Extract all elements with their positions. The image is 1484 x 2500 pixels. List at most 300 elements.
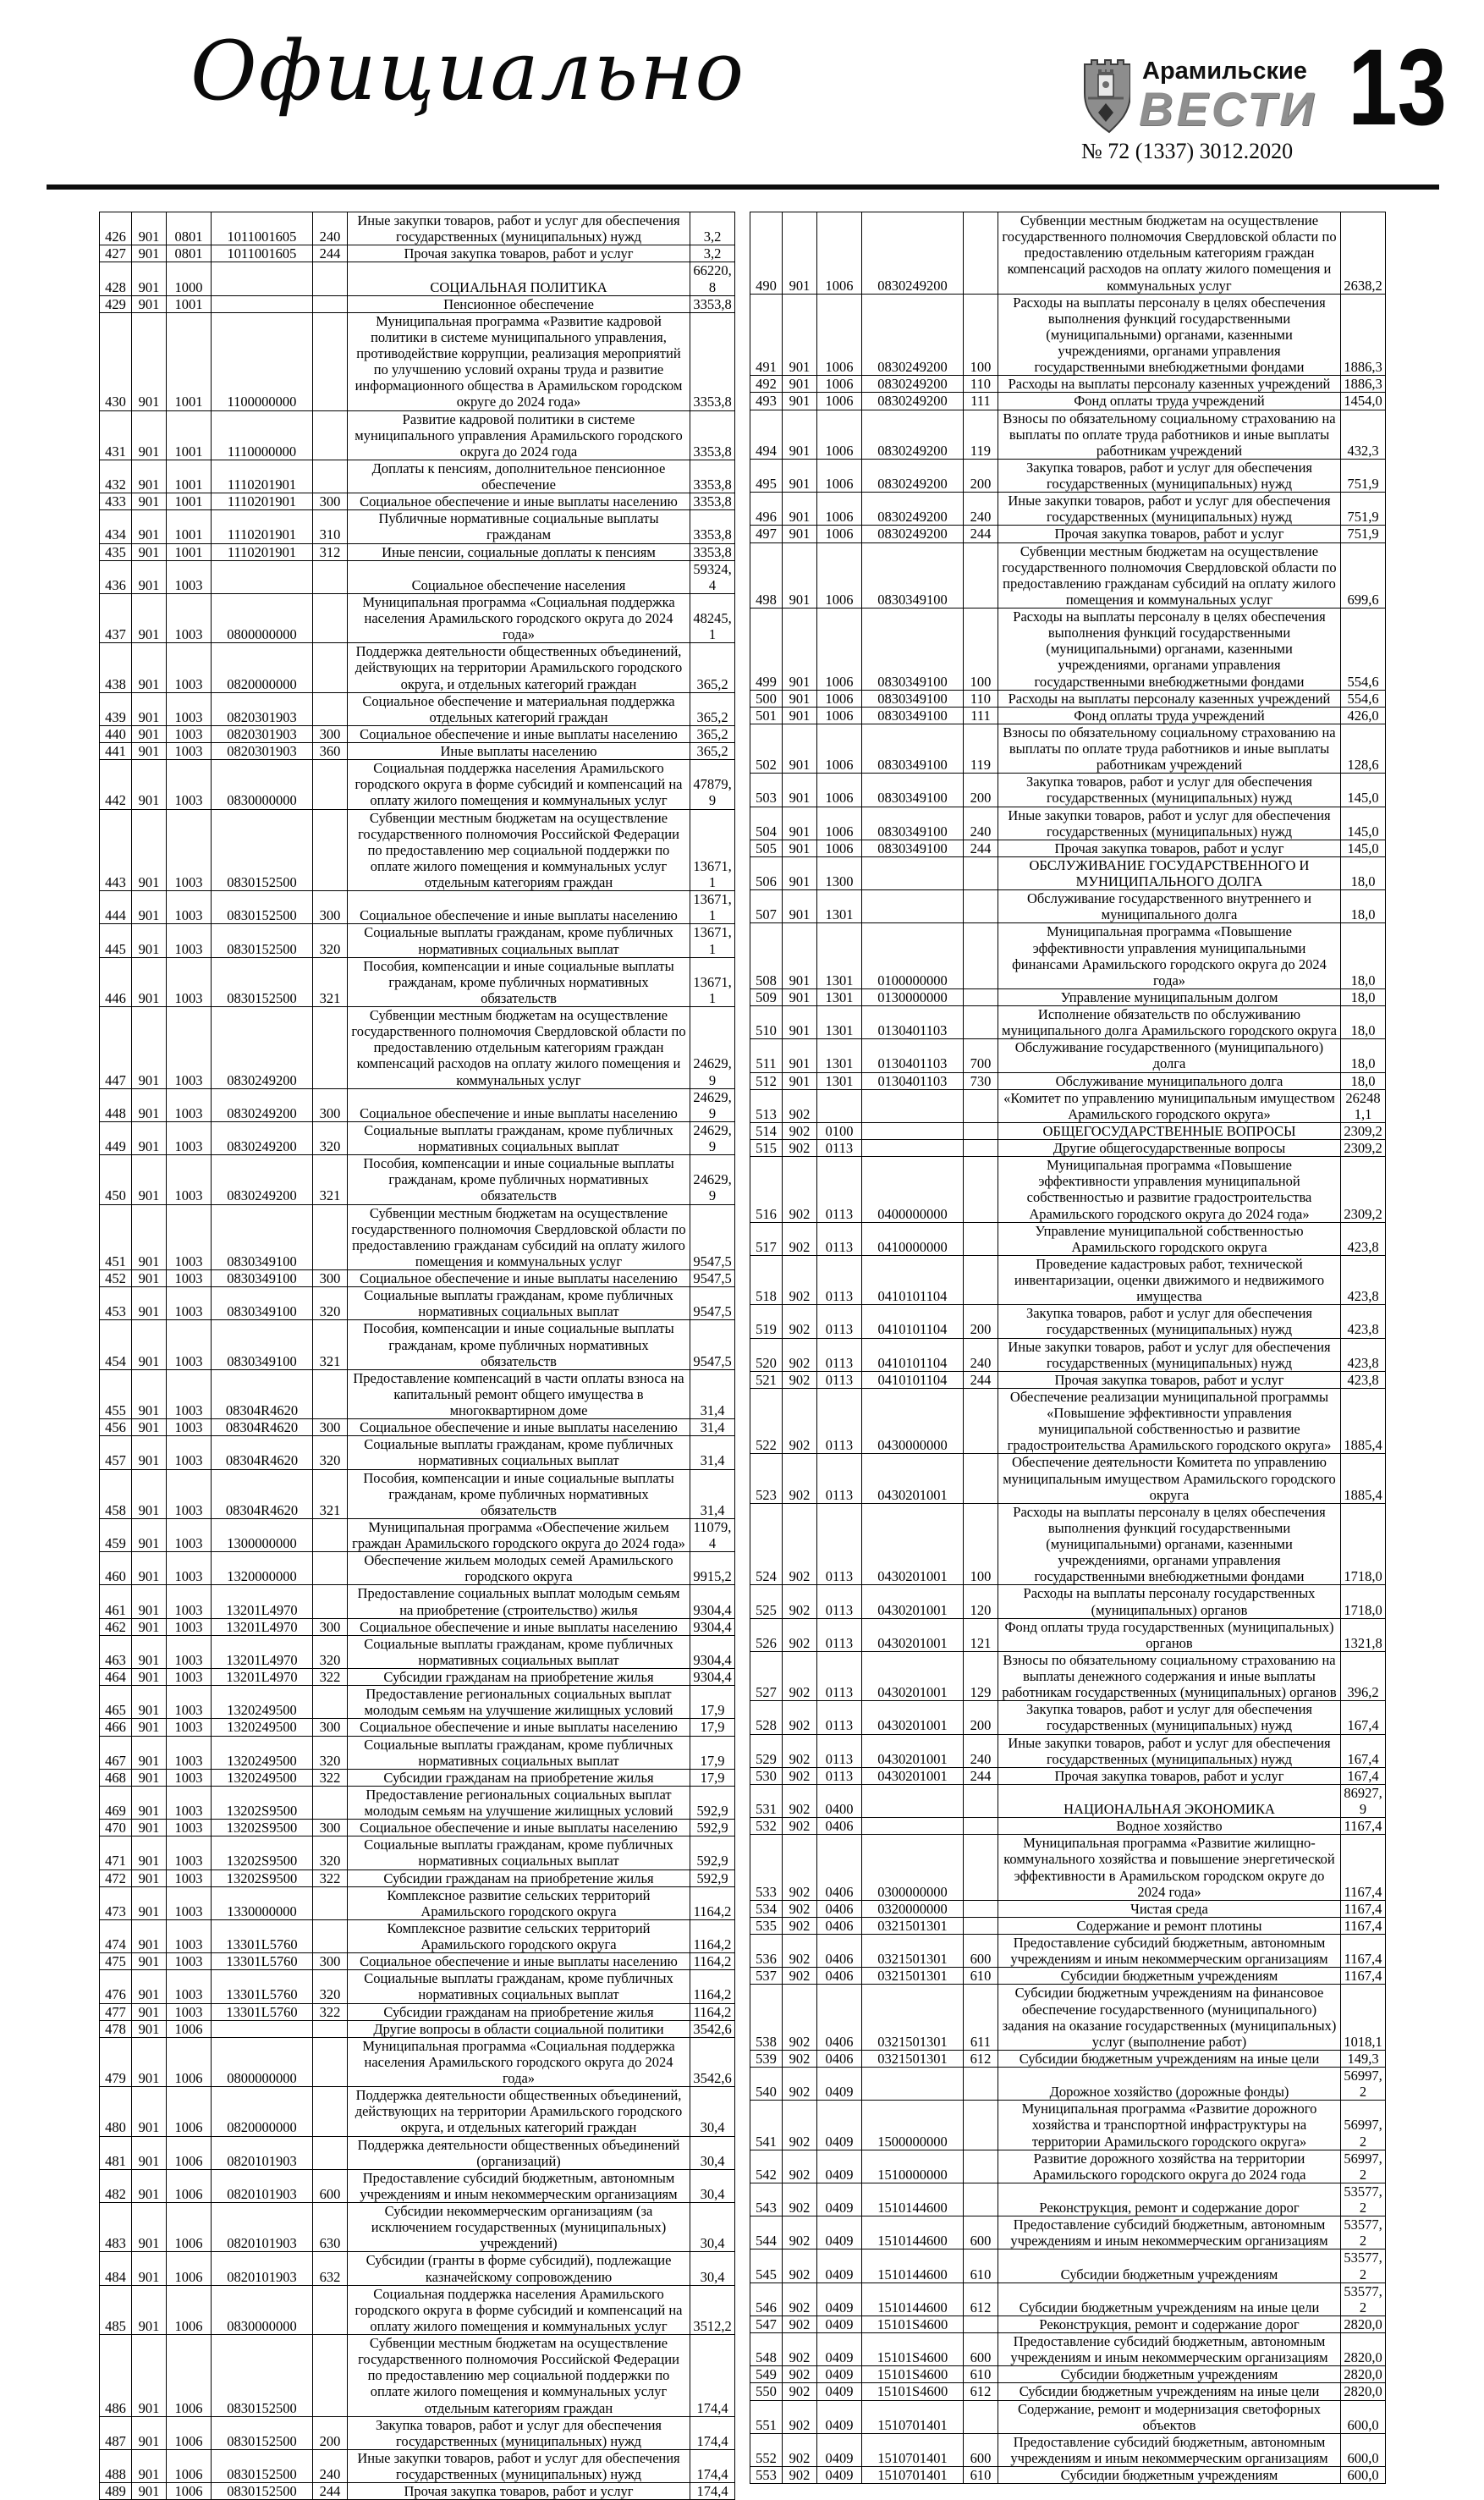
table-row xyxy=(750,923,1386,989)
row-number-cell: 507 xyxy=(750,890,783,923)
expense-type-code-cell: 244 xyxy=(313,2483,348,2500)
section-code-cell: 1006 xyxy=(167,2136,212,2169)
target-article-code-cell: 0820301903 xyxy=(212,725,313,742)
grbs-code-cell: 901 xyxy=(783,459,817,492)
table-row xyxy=(100,2252,735,2285)
target-article-code-cell: 0800000000 xyxy=(212,2037,313,2086)
grbs-code-cell: 902 xyxy=(783,2316,817,2332)
grbs-code-cell: 901 xyxy=(132,245,167,262)
section-code-cell: 1003 xyxy=(167,1869,212,1886)
expense-name-cell: Другие общегосударственные вопросы xyxy=(998,1140,1341,1157)
table-row xyxy=(750,410,1386,459)
grbs-code-cell: 901 xyxy=(132,1155,167,1204)
target-article-code-cell: 0820101903 xyxy=(212,2203,313,2252)
grbs-code-cell: 902 xyxy=(783,2150,817,2183)
row-number-cell: 446 xyxy=(100,957,132,1006)
expense-type-code-cell: 321 xyxy=(313,1320,348,1369)
row-number-cell: 540 xyxy=(750,2068,783,2101)
table-row xyxy=(100,1287,735,1320)
target-article-code-cell xyxy=(862,856,964,889)
expense-type-code-cell xyxy=(964,1454,998,1503)
expense-name-cell: Субсидии бюджетным учреждениям на финансовое обеспечение государственного (муниципального) задания на оказание государственных (муниципальных) услуг (выполнение работ) xyxy=(998,1985,1341,2051)
table-row xyxy=(750,2333,1386,2366)
grbs-code-cell: 901 xyxy=(132,1436,167,1469)
row-number-cell: 518 xyxy=(750,1255,783,1304)
amount-cell: 1886,3 xyxy=(1341,376,1386,393)
amount-cell: 18,0 xyxy=(1341,890,1386,923)
amount-cell: 59324,4 xyxy=(690,560,735,593)
grbs-code-cell: 902 xyxy=(783,1089,817,1122)
row-number-cell: 534 xyxy=(750,1900,783,1917)
row-number-cell: 536 xyxy=(750,1935,783,1968)
amount-cell: 1454,0 xyxy=(1341,393,1386,410)
expense-name-cell: Социальные выплаты гражданам, кроме публичных нормативных социальных выплат xyxy=(348,1970,690,2003)
section-code-cell: 1003 xyxy=(167,760,212,809)
target-article-code-cell: 0820101903 xyxy=(212,2252,313,2285)
expense-type-code-cell: 600 xyxy=(964,2333,998,2366)
section-code-cell: 0409 xyxy=(817,2282,862,2316)
table-row xyxy=(750,1072,1386,1089)
expense-name-cell: Субвенции местным бюджетам на осуществление государственного полномочия Свердловской области по предоставлению отдельным категориям граждан компенсаций расходов на оплату жилого помещения и коммунальных услуг xyxy=(998,212,1341,295)
expense-type-code-cell: 200 xyxy=(964,774,998,807)
expense-name-cell: Фонд оплаты труда учреждений xyxy=(998,393,1341,410)
expense-name-cell: Управление муниципальной собственностью Арамильского городского округа xyxy=(998,1222,1341,1255)
expense-type-code-cell: 121 xyxy=(964,1618,998,1651)
expense-name-cell: Развитие дорожного хозяйства на территории Арамильского городского округа до 2024 года xyxy=(998,2150,1341,2183)
expense-type-code-cell xyxy=(964,1222,998,1255)
newspaper-name-main: ВЕСТИ xyxy=(1139,82,1317,135)
amount-cell: 48245,1 xyxy=(690,593,735,642)
grbs-code-cell: 901 xyxy=(132,1552,167,1585)
row-number-cell: 545 xyxy=(750,2249,783,2282)
row-number-cell: 526 xyxy=(750,1618,783,1651)
grbs-code-cell: 901 xyxy=(783,393,817,410)
table-row xyxy=(750,2216,1386,2249)
row-number-cell: 544 xyxy=(750,2216,783,2249)
expense-type-code-cell: 300 xyxy=(313,1820,348,1836)
amount-cell: 1167,4 xyxy=(1341,1900,1386,1917)
section-code-cell: 0406 xyxy=(817,1917,862,1934)
expense-name-cell: Расходы на выплаты персоналу казенных учреждений xyxy=(998,690,1341,707)
grbs-code-cell: 901 xyxy=(132,1007,167,1089)
expense-type-code-cell: 611 xyxy=(964,1985,998,2051)
section-code-cell: 1006 xyxy=(167,2416,212,2449)
grbs-code-cell: 901 xyxy=(132,743,167,760)
target-article-code-cell: 0830152500 xyxy=(212,891,313,924)
target-article-code-cell: 15101S4600 xyxy=(862,2333,964,2366)
target-article-code-cell: 1510701401 xyxy=(862,2433,964,2466)
target-article-code-cell xyxy=(862,1122,964,1139)
section-code-cell: 1301 xyxy=(817,1039,862,1072)
table-row xyxy=(750,1985,1386,2051)
table-row xyxy=(750,1701,1386,1734)
expense-name-cell: Муниципальная программа «Развитие кадровой политики в системе муниципального управления, противодействие коррупции, реализация мероприятий по улучшению условий охраны труда и развитие информационного общества в Арамильском городском округе до 2024 года» xyxy=(348,312,690,410)
row-number-cell: 503 xyxy=(750,774,783,807)
section-code-cell: 0113 xyxy=(817,1585,862,1618)
table-row xyxy=(100,924,735,957)
section-code-cell: 1003 xyxy=(167,1953,212,1970)
expense-name-cell: Взносы по обязательному социальному страхованию на выплаты денежного содержания и иные выплаты работникам государственных (муниципальных) органов xyxy=(998,1651,1341,1700)
amount-cell: 3512,2 xyxy=(690,2285,735,2334)
row-number-cell: 484 xyxy=(100,2252,132,2285)
grbs-code-cell: 901 xyxy=(132,760,167,809)
target-article-code-cell: 0830249200 xyxy=(862,212,964,295)
amount-cell: 365,2 xyxy=(690,743,735,760)
expense-name-cell: Реконструкция, ремонт и содержание дорог xyxy=(998,2183,1341,2216)
amount-cell: 174,4 xyxy=(690,2483,735,2500)
expense-type-code-cell xyxy=(313,2335,348,2417)
grbs-code-cell: 902 xyxy=(783,1917,817,1934)
target-article-code-cell: 0130401103 xyxy=(862,1039,964,1072)
table-row xyxy=(100,1618,735,1635)
table-row xyxy=(100,245,735,262)
amount-cell: 751,9 xyxy=(1341,493,1386,526)
table-row xyxy=(750,1388,1386,1454)
row-number-cell: 465 xyxy=(100,1686,132,1719)
target-article-code-cell: 0830349100 xyxy=(212,1287,313,1320)
grbs-code-cell: 901 xyxy=(132,493,167,510)
amount-cell: 18,0 xyxy=(1341,856,1386,889)
amount-cell: 554,6 xyxy=(1341,608,1386,691)
section-code-cell: 1006 xyxy=(817,212,862,295)
expense-name-cell: Муниципальная программа «Повышение эффективности управления муниципальной собственностью и развитие градостроительства Арамильского городского округа до 2024 года» xyxy=(998,1157,1341,1223)
target-article-code-cell: 0321501301 xyxy=(862,2050,964,2067)
expense-type-code-cell: 320 xyxy=(313,1121,348,1154)
target-article-code-cell: 0830349100 xyxy=(212,1270,313,1287)
expense-type-code-cell xyxy=(964,1835,998,1901)
table-row xyxy=(100,1436,735,1469)
grbs-code-cell: 902 xyxy=(783,2282,817,2316)
amount-cell: 18,0 xyxy=(1341,1072,1386,1089)
section-code-cell: 1006 xyxy=(167,2020,212,2037)
row-number-cell: 519 xyxy=(750,1305,783,1338)
expense-name-cell: Социальная поддержка населения Арамильского городского округа в форме субсидий и компенсаций на оплату жилого помещения и коммунальных услуг xyxy=(348,2285,690,2334)
amount-cell: 17,9 xyxy=(690,1719,735,1736)
grbs-code-cell: 901 xyxy=(132,725,167,742)
expense-type-code-cell xyxy=(313,410,348,460)
target-article-code-cell: 0830152500 xyxy=(212,2449,313,2482)
expense-type-code-cell xyxy=(964,1006,998,1039)
section-code-cell: 1003 xyxy=(167,1155,212,1204)
target-article-code-cell: 1110201901 xyxy=(212,543,313,560)
table-row xyxy=(750,807,1386,840)
expense-name-cell: Поддержка деятельности общественных объединений, действующих на территории Арамильского городского округа, и отдельных категорий граждан xyxy=(348,2087,690,2136)
section-code-cell: 1003 xyxy=(167,1635,212,1668)
section-code-cell: 1001 xyxy=(167,510,212,543)
expense-type-code-cell xyxy=(313,593,348,642)
grbs-code-cell: 901 xyxy=(132,312,167,410)
grbs-code-cell: 901 xyxy=(783,807,817,840)
grbs-code-cell: 901 xyxy=(132,1320,167,1369)
expense-name-cell: Дорожное хозяйство (дорожные фонды) xyxy=(998,2068,1341,2101)
amount-cell: 31,4 xyxy=(690,1369,735,1418)
grbs-code-cell: 901 xyxy=(132,1618,167,1635)
section-code-cell: 1301 xyxy=(817,890,862,923)
amount-cell: 600,0 xyxy=(1341,2433,1386,2466)
row-number-cell: 441 xyxy=(100,743,132,760)
row-number-cell: 497 xyxy=(750,526,783,542)
expense-name-cell: Прочая закупка товаров, работ и услуг xyxy=(998,1371,1341,1388)
table-row xyxy=(100,1953,735,1970)
grbs-code-cell: 901 xyxy=(132,1088,167,1121)
expense-type-code-cell xyxy=(313,1786,348,1819)
table-row xyxy=(100,1786,735,1819)
amount-cell: 66220,8 xyxy=(690,262,735,295)
amount-cell: 3,2 xyxy=(690,212,735,245)
section-code-cell: 0113 xyxy=(817,1701,862,1734)
expense-type-code-cell: 600 xyxy=(964,1935,998,1968)
amount-cell: 1167,4 xyxy=(1341,1935,1386,1968)
expense-type-code-cell xyxy=(313,460,348,493)
grbs-code-cell: 901 xyxy=(132,1287,167,1320)
target-article-code-cell: 1510144600 xyxy=(862,2282,964,2316)
section-code-cell: 1003 xyxy=(167,957,212,1006)
table-row xyxy=(750,1006,1386,1039)
expense-name-cell: Закупка товаров, работ и услуг для обеспечения государственных (муниципальных) нужд xyxy=(998,1701,1341,1734)
target-article-code-cell: 0430201001 xyxy=(862,1618,964,1651)
section-code-cell: 0113 xyxy=(817,1618,862,1651)
amount-cell: 751,9 xyxy=(1341,526,1386,542)
expense-type-code-cell: 300 xyxy=(313,891,348,924)
expense-type-code-cell: 200 xyxy=(964,1701,998,1734)
expense-name-cell: Муниципальная программа «Развитие дорожного хозяйства и транспортной инфраструктуры на территории Арамильского городского округа» xyxy=(998,2101,1341,2150)
row-number-cell: 477 xyxy=(100,2003,132,2020)
expense-name-cell: Проведение кадастровых работ, технической инвентаризации, оценки движимого и недвижимого имущества xyxy=(998,1255,1341,1304)
row-number-cell: 496 xyxy=(750,493,783,526)
section-code-cell: 1006 xyxy=(817,690,862,707)
table-row xyxy=(100,2020,735,2037)
row-number-cell: 428 xyxy=(100,262,132,295)
grbs-code-cell: 902 xyxy=(783,1454,817,1503)
grbs-code-cell: 901 xyxy=(132,460,167,493)
target-article-code-cell: 0130401103 xyxy=(862,1006,964,1039)
amount-cell: 3353,8 xyxy=(690,410,735,460)
expense-type-code-cell xyxy=(313,2087,348,2136)
table-row xyxy=(750,2467,1386,2484)
expense-type-code-cell xyxy=(313,1585,348,1618)
expense-name-cell: Субсидии (гранты в форме субсидий), подлежащие казначейскому сопровождению xyxy=(348,2252,690,2285)
row-number-cell: 537 xyxy=(750,1968,783,1985)
row-number-cell: 508 xyxy=(750,923,783,989)
grbs-code-cell: 901 xyxy=(132,2449,167,2482)
row-number-cell: 501 xyxy=(750,707,783,724)
masthead xyxy=(0,0,1484,195)
amount-cell: 365,2 xyxy=(690,692,735,725)
expense-type-code-cell xyxy=(964,1157,998,1223)
amount-cell: 365,2 xyxy=(690,725,735,742)
expense-name-cell: Прочая закупка товаров, работ и услуг xyxy=(998,1767,1341,1784)
target-article-code-cell: 0830152500 xyxy=(212,957,313,1006)
target-article-code-cell: 0830000000 xyxy=(212,760,313,809)
target-article-code-cell: 0321501301 xyxy=(862,1985,964,2051)
expense-type-code-cell: 700 xyxy=(964,1039,998,1072)
row-number-cell: 431 xyxy=(100,410,132,460)
row-number-cell: 459 xyxy=(100,1518,132,1551)
grbs-code-cell: 902 xyxy=(783,1818,817,1835)
expense-type-code-cell xyxy=(964,1900,998,1917)
amount-cell: 396,2 xyxy=(1341,1651,1386,1700)
expense-type-code-cell: 300 xyxy=(313,1618,348,1635)
expense-type-code-cell: 312 xyxy=(313,543,348,560)
amount-cell: 262481,1 xyxy=(1341,1089,1386,1122)
target-article-code-cell: 0321501301 xyxy=(862,1935,964,1968)
section-code-cell: 0113 xyxy=(817,1371,862,1388)
amount-cell: 600,0 xyxy=(1341,2467,1386,2484)
expense-name-cell: Обслуживание государственного (муниципального) долга xyxy=(998,1039,1341,1072)
expense-name-cell: Взносы по обязательному социальному страхованию на выплаты по оплате труда работников и иные выплаты работникам учреждений xyxy=(998,724,1341,773)
grbs-code-cell: 901 xyxy=(783,410,817,459)
expense-type-code-cell xyxy=(964,1255,998,1304)
expense-type-code-cell xyxy=(313,2037,348,2086)
row-number-cell: 494 xyxy=(750,410,783,459)
amount-cell: 2820,0 xyxy=(1341,2333,1386,2366)
expense-name-cell: Социальное обеспечение и иные выплаты населению xyxy=(348,1820,690,1836)
row-number-cell: 449 xyxy=(100,1121,132,1154)
expense-type-code-cell: 300 xyxy=(313,725,348,742)
row-number-cell: 516 xyxy=(750,1157,783,1223)
grbs-code-cell: 901 xyxy=(132,1886,167,1919)
page-section-title: Официально xyxy=(190,24,746,118)
amount-cell: 145,0 xyxy=(1341,774,1386,807)
expense-type-code-cell xyxy=(964,923,998,989)
expense-name-cell: Расходы на выплаты персоналу в целях обеспечения выполнения функций государственными (муниципальными) органами, казенными учреждениями, органами управления государственными внебюджетными фондами xyxy=(998,608,1341,691)
amount-cell: 53577,2 xyxy=(1341,2183,1386,2216)
expense-name-cell: Субсидии бюджетным учреждениям xyxy=(998,2249,1341,2282)
grbs-code-cell: 901 xyxy=(783,890,817,923)
expense-type-code-cell: 244 xyxy=(313,245,348,262)
target-article-code-cell: 1510000000 xyxy=(862,2150,964,2183)
expense-name-cell: Комплексное развитие сельских территорий Арамильского городского округа xyxy=(348,1919,690,1952)
grbs-code-cell: 902 xyxy=(783,1985,817,2051)
section-code-cell: 0406 xyxy=(817,1818,862,1835)
section-code-cell: 1003 xyxy=(167,1469,212,1518)
amount-cell: 1164,2 xyxy=(690,1886,735,1919)
target-article-code-cell: 0830349100 xyxy=(862,608,964,691)
table-row xyxy=(750,2400,1386,2433)
expense-name-cell: Предоставление компенсаций в части оплаты взноса на капитальный ремонт общего имущества в многоквартирном доме xyxy=(348,1369,690,1418)
grbs-code-cell: 901 xyxy=(783,608,817,691)
section-code-cell: 1003 xyxy=(167,1719,212,1736)
section-code-cell: 0406 xyxy=(817,1985,862,2051)
table-row xyxy=(100,1886,735,1919)
table-row xyxy=(100,692,735,725)
row-number-cell: 486 xyxy=(100,2335,132,2417)
expense-name-cell: Социальное обеспечение и иные выплаты населению xyxy=(348,1953,690,1970)
section-code-cell: 1003 xyxy=(167,1121,212,1154)
expense-type-code-cell: 300 xyxy=(313,1719,348,1736)
expense-type-code-cell: 310 xyxy=(313,510,348,543)
table-row xyxy=(100,2037,735,2086)
grbs-code-cell: 902 xyxy=(783,1618,817,1651)
grbs-code-cell: 902 xyxy=(783,1222,817,1255)
expense-type-code-cell xyxy=(313,1886,348,1919)
section-code-cell: 1006 xyxy=(167,2252,212,2285)
expense-name-cell: Реконструкция, ремонт и содержание дорог xyxy=(998,2316,1341,2332)
grbs-code-cell: 901 xyxy=(132,2003,167,2020)
table-row xyxy=(100,2087,735,2136)
expense-name-cell: Содержание, ремонт и модернизация светофорных объектов xyxy=(998,2400,1341,2433)
table-row xyxy=(100,510,735,543)
amount-cell: 365,2 xyxy=(690,643,735,692)
table-row xyxy=(750,840,1386,856)
row-number-cell: 549 xyxy=(750,2366,783,2383)
expense-name-cell: Социальные выплаты гражданам, кроме публичных нормативных социальных выплат xyxy=(348,1736,690,1769)
grbs-code-cell: 901 xyxy=(132,643,167,692)
section-code-cell: 1003 xyxy=(167,1886,212,1919)
row-number-cell: 463 xyxy=(100,1635,132,1668)
row-number-cell: 461 xyxy=(100,1585,132,1618)
target-article-code-cell: 0830349100 xyxy=(212,1320,313,1369)
expense-type-code-cell xyxy=(964,890,998,923)
section-code-cell: 0100 xyxy=(817,1122,862,1139)
amount-cell: 53577,2 xyxy=(1341,2249,1386,2282)
section-code-cell: 1006 xyxy=(817,526,862,542)
target-article-code-cell: 13301L5760 xyxy=(212,1953,313,1970)
row-number-cell: 436 xyxy=(100,560,132,593)
grbs-code-cell: 901 xyxy=(132,212,167,245)
row-number-cell: 505 xyxy=(750,840,783,856)
grbs-code-cell: 901 xyxy=(783,212,817,295)
row-number-cell: 480 xyxy=(100,2087,132,2136)
expense-name-cell: Взносы по обязательному социальному страхованию на выплаты по оплате труда работников и иные выплаты работникам учреждений xyxy=(998,410,1341,459)
grbs-code-cell: 901 xyxy=(132,2020,167,2037)
grbs-code-cell: 901 xyxy=(132,1919,167,1952)
target-article-code-cell: 0830349100 xyxy=(862,774,964,807)
target-article-code-cell: 13301L5760 xyxy=(212,1919,313,1952)
row-number-cell: 511 xyxy=(750,1039,783,1072)
row-number-cell: 482 xyxy=(100,2169,132,2202)
section-code-cell: 1006 xyxy=(817,542,862,608)
row-number-cell: 552 xyxy=(750,2433,783,2466)
amount-cell: 9304,4 xyxy=(690,1585,735,1618)
amount-cell: 17,9 xyxy=(690,1736,735,1769)
amount-cell: 2309,2 xyxy=(1341,1122,1386,1139)
amount-cell: 9547,5 xyxy=(690,1287,735,1320)
expense-name-cell: Предоставление субсидий бюджетным, автономным учреждениям и иным некоммерческим организациям xyxy=(998,1935,1341,1968)
grbs-code-cell: 902 xyxy=(783,1338,817,1371)
expense-type-code-cell: 129 xyxy=(964,1651,998,1700)
target-article-code-cell: 1510144600 xyxy=(862,2183,964,2216)
grbs-code-cell: 902 xyxy=(783,2183,817,2216)
amount-cell: 24629,9 xyxy=(690,1088,735,1121)
expense-type-code-cell: 240 xyxy=(313,2449,348,2482)
amount-cell: 24629,9 xyxy=(690,1007,735,1089)
expense-name-cell: Социальные выплаты гражданам, кроме публичных нормативных социальных выплат xyxy=(348,1836,690,1869)
row-number-cell: 439 xyxy=(100,692,132,725)
row-number-cell: 452 xyxy=(100,1270,132,1287)
row-number-cell: 433 xyxy=(100,493,132,510)
target-article-code-cell: 0820301903 xyxy=(212,692,313,725)
row-number-cell: 532 xyxy=(750,1818,783,1835)
expense-type-code-cell: 610 xyxy=(964,2467,998,2484)
target-article-code-cell: 0830349100 xyxy=(212,1204,313,1270)
grbs-code-cell: 901 xyxy=(783,294,817,376)
table-row xyxy=(100,543,735,560)
target-article-code-cell: 0830152500 xyxy=(212,924,313,957)
row-number-cell: 528 xyxy=(750,1701,783,1734)
section-code-cell xyxy=(817,1089,862,1122)
expense-name-cell: Муниципальная программа «Обеспечение жильем граждан Арамильского городского округа до 2024 года» xyxy=(348,1518,690,1551)
row-number-cell: 464 xyxy=(100,1669,132,1686)
amount-cell: 432,3 xyxy=(1341,410,1386,459)
expense-name-cell: Субвенции местным бюджетам на осуществление государственного полномочия Российской Федерации по предоставлению мер социальной поддержки по оплате жилого помещения и коммунальных услуг отдельным категориям граждан xyxy=(348,2335,690,2417)
grbs-code-cell: 902 xyxy=(783,2433,817,2466)
row-number-cell: 457 xyxy=(100,1436,132,1469)
row-number-cell: 512 xyxy=(750,1072,783,1089)
grbs-code-cell: 902 xyxy=(783,1388,817,1454)
section-code-cell: 0406 xyxy=(817,1935,862,1968)
target-article-code-cell: 0830152500 xyxy=(212,2483,313,2500)
